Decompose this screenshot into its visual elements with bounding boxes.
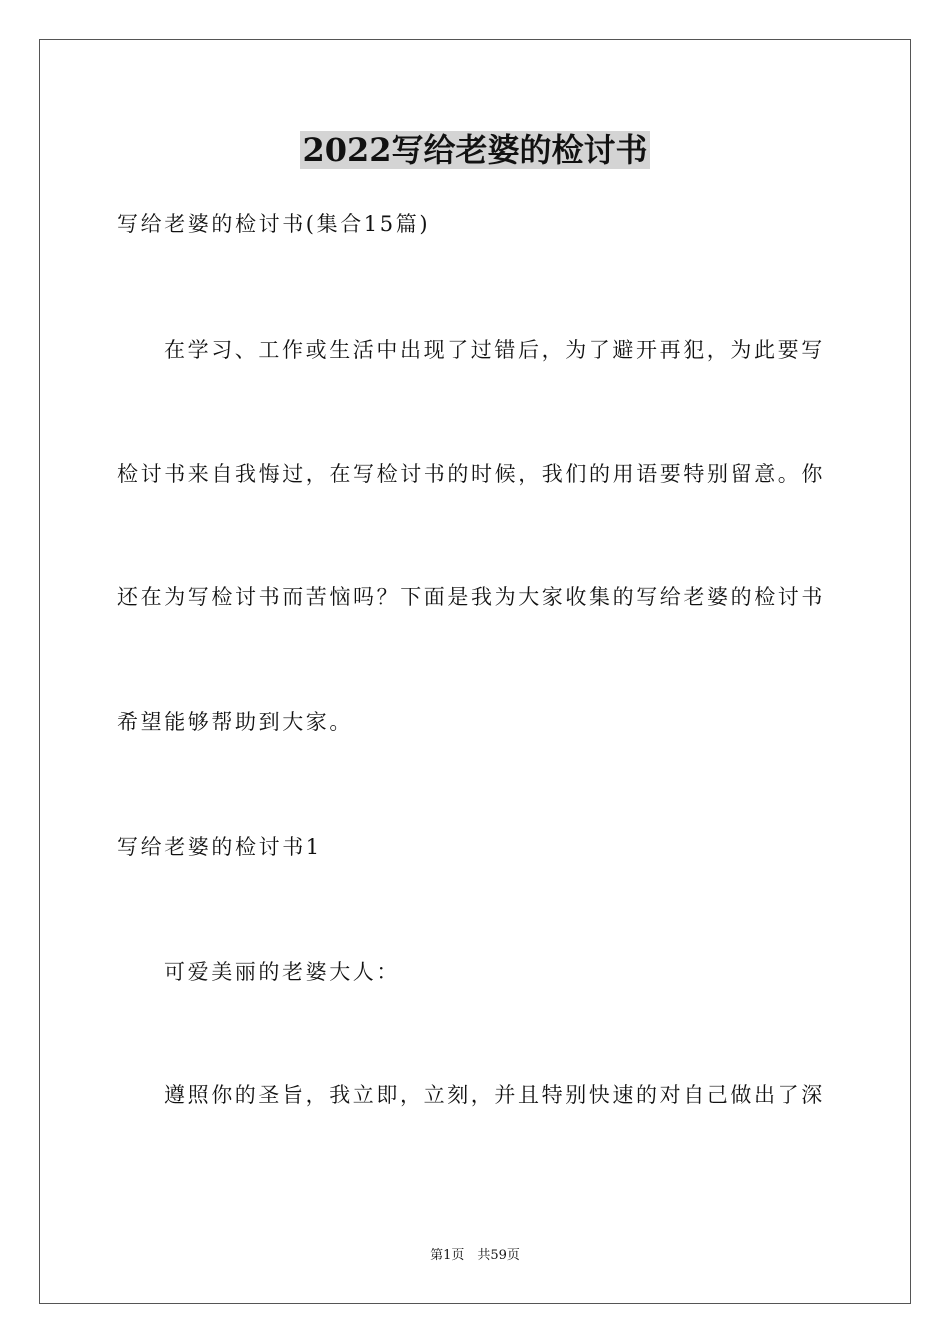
page-footer: 第1页 共59页 bbox=[430, 1248, 520, 1263]
body-line: 遵照你的圣旨，我立即，立刻，并且特别快速的对自己做出了深 bbox=[164, 1083, 825, 1107]
document-subtitle: 写给老婆的检讨书(集合15篇) bbox=[117, 212, 431, 236]
paragraph-line: 检讨书来自我悔过，在写检讨书的时候，我们的用语要特别留意。你 bbox=[117, 462, 825, 486]
paragraph-line: 还在为写检讨书而苦恼吗？下面是我为大家收集的写给老婆的检讨书 bbox=[117, 585, 825, 609]
title-text: 2022写给老婆的检讨书 bbox=[302, 131, 648, 169]
document-title bbox=[0, 128, 950, 172]
salutation: 可爱美丽的老婆大人： bbox=[164, 960, 400, 984]
paragraph-line: 在学习、工作或生活中出现了过错后，为了避开再犯，为此要写 bbox=[164, 338, 825, 362]
section-heading: 写给老婆的检讨书1 bbox=[117, 835, 322, 859]
paragraph-line: 希望能够帮助到大家。 bbox=[117, 710, 353, 734]
